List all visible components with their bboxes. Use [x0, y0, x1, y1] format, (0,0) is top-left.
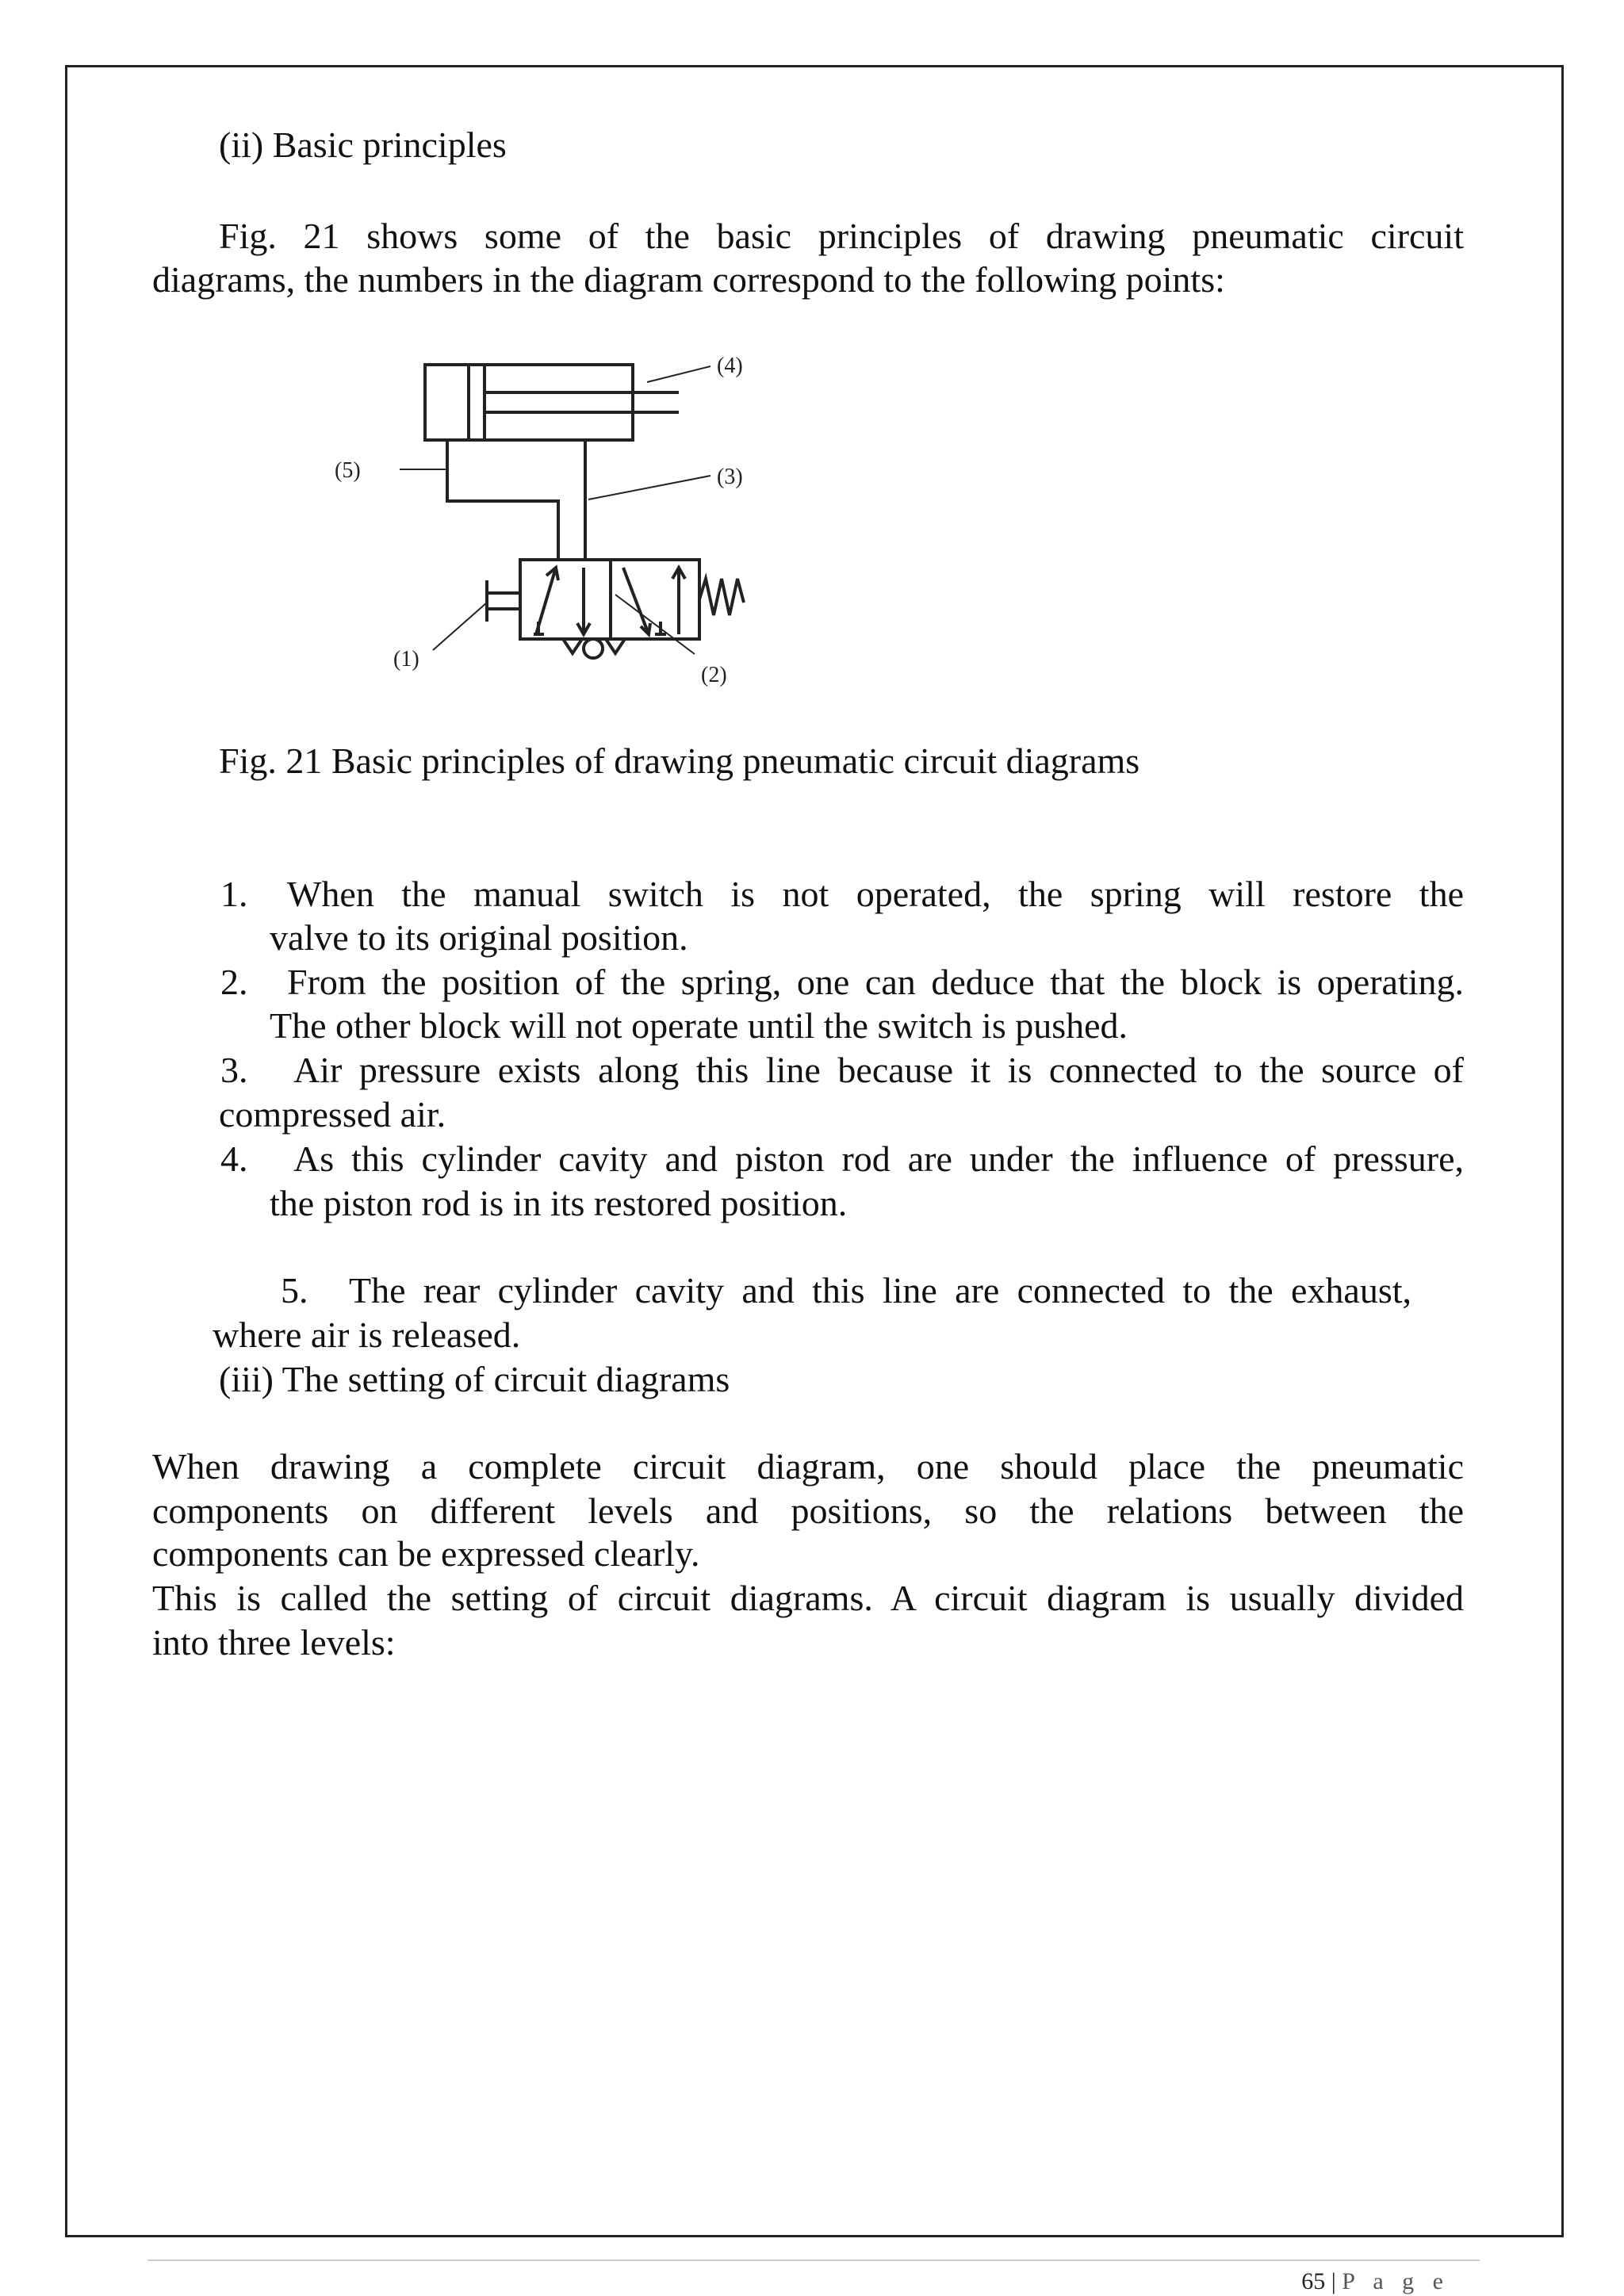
point-5-line-2: where air is released. [213, 1314, 521, 1355]
point-5-number: 5. [281, 1270, 308, 1311]
page-word: P a g e [1342, 2268, 1450, 2294]
cylinder-body [425, 365, 633, 440]
para-line-2: components on different levels and positions, so the relations between the [152, 1490, 1464, 1531]
point-4-line-2: the piston rod is in its restored position. [270, 1183, 848, 1223]
footer-separator: | [1331, 2268, 1336, 2294]
label-4: (4) [717, 354, 743, 378]
supply-symbol [584, 639, 603, 658]
point-2-line-1: From the position of the spring, one can deduce that the block is operating. [287, 962, 1464, 1002]
section-heading-setting: (iii) The setting of circuit diagrams [219, 1359, 730, 1399]
point-2-number: 2. [220, 962, 248, 1002]
spring [699, 579, 744, 615]
point-1-line-1: When the manual switch is not operated, the spring will restore the [287, 874, 1464, 914]
page-number: 65 [1301, 2268, 1326, 2294]
point-2-line-2: The other block will not operate until the switch is pushed. [270, 1005, 1128, 1046]
label-2: (2) [701, 663, 727, 687]
intro-line-2: diagrams, the numbers in the diagram correspond to the following points: [152, 259, 1225, 300]
point-1-line-2: valve to its original position. [270, 917, 688, 958]
exhaust-symbol [563, 639, 582, 653]
point-1-number: 1. [220, 874, 248, 914]
footer-rule [147, 2260, 1480, 2261]
label-1: (1) [393, 647, 419, 672]
figure-caption: Fig. 21 Basic principles of drawing pneumatic circuit diagrams [219, 740, 1140, 781]
point-3-number: 3. [220, 1050, 248, 1090]
section-heading-basic-principles: (ii) Basic principles [219, 124, 507, 165]
para-line-1: When drawing a complete circuit diagram, one should place the pneumatic [152, 1446, 1464, 1487]
para-line-4: This is called the setting of circuit diagrams. A circuit diagram is usually divided [152, 1578, 1464, 1618]
para-line-3: components can be expressed clearly. [152, 1533, 700, 1574]
label-3: (3) [717, 465, 743, 489]
point-5-line-1: The rear cylinder cavity and this line are connected to the exhaust, [349, 1270, 1411, 1311]
pneumatic-circuit-figure [306, 333, 750, 698]
point-3-line-1: Air pressure exists along this line because it is connected to the source of [293, 1050, 1464, 1090]
label-5: (5) [335, 458, 361, 483]
point-4-number: 4. [220, 1138, 248, 1179]
point-3-line-2: compressed air. [219, 1094, 446, 1135]
line-5 [447, 440, 558, 560]
intro-line-1: Fig. 21 shows some of the basic principles of drawing pneumatic circuit [219, 216, 1464, 256]
page-footer [1301, 2267, 1450, 2296]
point-4-line-1: As this cylinder cavity and piston rod are under the influence of pressure, [293, 1138, 1464, 1179]
para-line-5: into three levels: [152, 1622, 396, 1663]
